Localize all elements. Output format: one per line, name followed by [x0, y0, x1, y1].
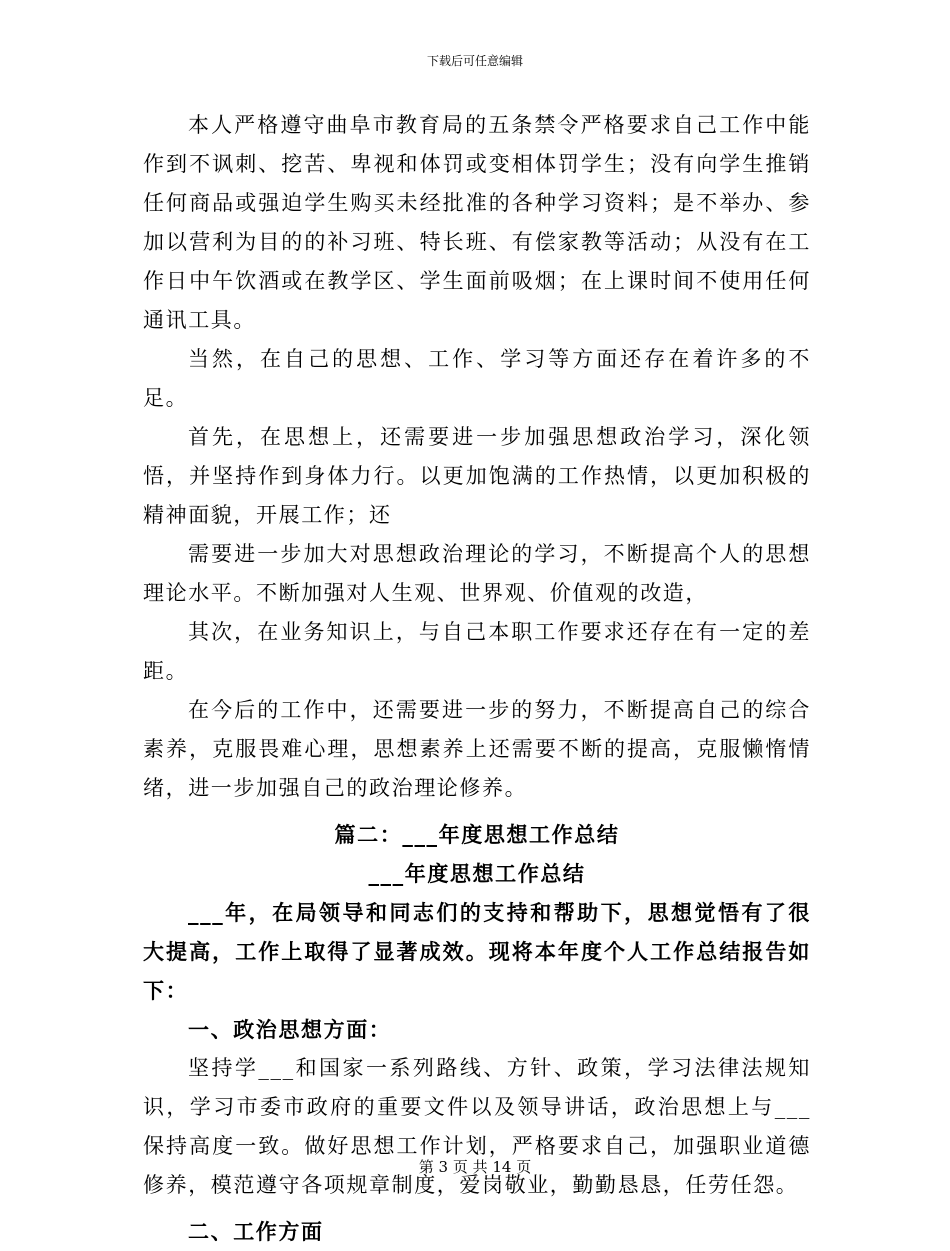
section-heading: 篇二：___年度思想工作总结: [334, 822, 620, 847]
intro-paragraph: ___年，在局领导和同志们的支持和帮助下，思想觉悟有了很大提高，工作上取得了显著成效。现将本年度个人工作总结报告如下：: [143, 900, 811, 1003]
page-header: 下载后可任意编辑: [426, 54, 523, 68]
document-title: ___年度思想工作总结: [368, 861, 586, 886]
document-body: [143, 106, 811, 1251]
paragraph: 本人严格遵守曲阜市教育局的五条禁令严格要求自己工作中能作到不讽刺、挖苦、卑视和体罚或变相体罚学生；没有向学生推销任何商品或强迫学生购买未经批准的各种学习资料；是不举办、参加以营利为目的的补习班、特长班、有偿家教等活动；从没有在工作日中午饮酒或在教学区、学生面前吸烟；在上课时间不使用任何通讯工具。: [143, 113, 811, 332]
paragraph: 需要进一步加大对思想政治理论的学习，不断提高个人的思想理论水平。不断加强对人生观、世界观、价值观的改造，: [143, 542, 811, 605]
paragraph: 在今后的工作中，还需要进一步的努力，不断提高自己的综合素养，克服畏难心理，思想素养上还需要不断的提高，克服懒惰情绪，进一步加强自己的政治理论修养。: [143, 698, 811, 800]
subsection-title: 一、政治思想方面：: [188, 1017, 392, 1042]
paragraph: 坚持学___和国家一系列路线、方针、政策，学习法律法规知识，学习市委市政府的重要文件以及领导讲话，政治思想上与___保持高度一致。做好思想工作计划，严格要求自己，加强职业道德修养，模范遵守各项规章制度，爱岗敬业，勤勤恳恳，任劳任怨。: [143, 1056, 811, 1197]
subsection-title: 二、工作方面: [188, 1219, 324, 1244]
page-footer: 第 3 页 共 14 页: [418, 1158, 532, 1176]
paragraph: 其次，在业务知识上，与自己本职工作要求还存在有一定的差距。: [143, 620, 811, 683]
paragraph: 当然，在自己的思想、工作、学习等方面还存在着许多的不足。: [143, 347, 811, 410]
paragraph: 首先，在思想上，还需要进一步加强思想政治学习，深化领悟，并坚持作到身体力行。以更加饱满的工作热情，以更加积极的精神面貌，开展工作；还: [143, 425, 811, 527]
